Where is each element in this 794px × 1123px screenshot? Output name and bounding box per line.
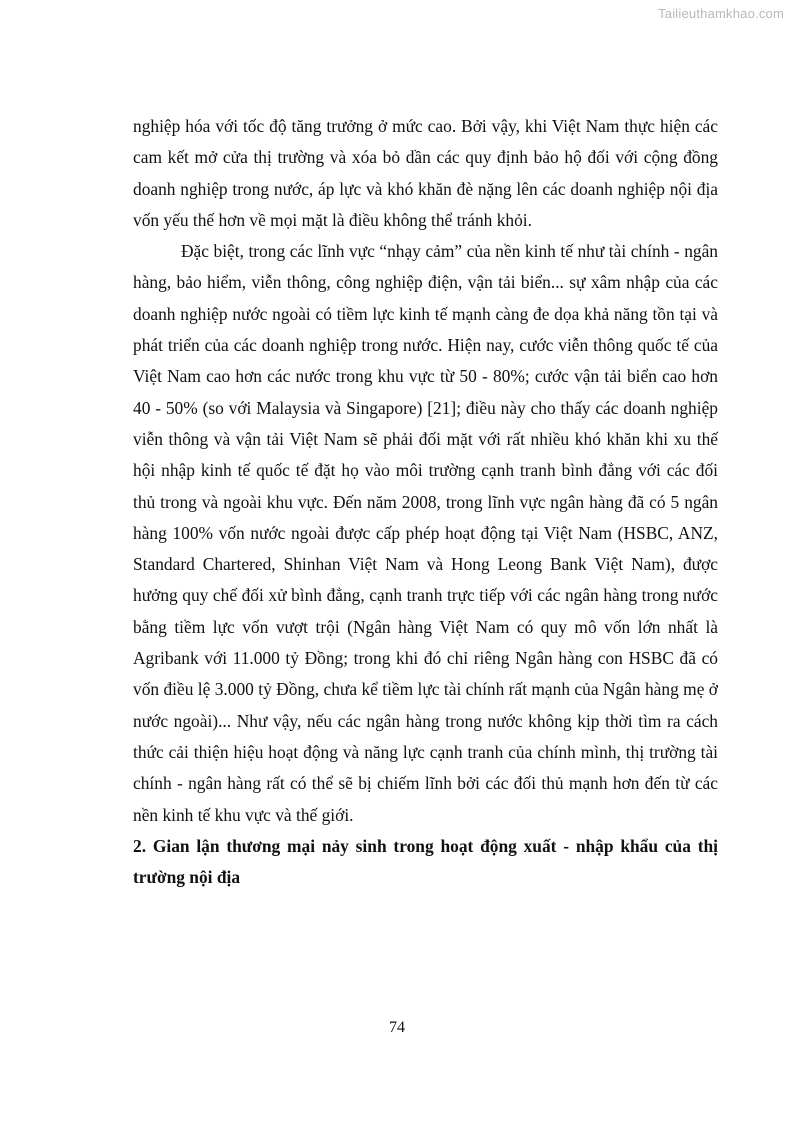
page-number: 74 [389, 1019, 405, 1036]
paragraph-continuation: nghiệp hóa với tốc độ tăng trưởng ở mức cao. Bởi vậy, khi Việt Nam thực hiện các cam kết mở cửa thị trường và xóa bỏ dần các quy định bảo hộ đối với cộng đồng doanh nghiệp trong nước, áp lực và khó khăn đè nặng lên các doanh nghiệp nội địa vốn yếu thế hơn về mọi mặt là điều không thể tránh khỏi. [133, 116, 718, 230]
paragraph-sensitive-sectors: Đặc biệt, trong các lĩnh vực “nhạy cảm” của nền kinh tế như tài chính - ngân hàng, bảo hiểm, viễn thông, công nghiệp điện, vận tải biển... sự xâm nhập của các doanh nghiệp nước ngoài có tiềm lực kinh tế mạnh càng đe dọa khả năng tồn tại và phát triển của các doanh nghiệp trong nước. Hiện nay, cước viễn thông quốc tế của Việt Nam cao hơn các nước trong khu vực từ 50 - 80%; cước vận tải biển cao hơn 40 - 50% (so với Malaysia và Singapore) [21]; điều này cho thấy các doanh nghiệp viễn thông và vận tải Việt Nam sẽ phải đối mặt với rất nhiều khó khăn khi xu thế hội nhập kinh tế quốc tế đặt họ vào môi trường cạnh tranh bình đẳng với các đối thủ trong và ngoài khu vực. Đến năm 2008, trong lĩnh vực ngân hàng đã có 5 ngân hàng 100% vốn nước ngoài được cấp phép hoạt động tại Việt Nam (HSBC, ANZ, Standard Chartered, Shinhan Việt Nam và Hong Leong Bank Việt Nam), được hưởng quy chế đối xử bình đẳng, cạnh tranh trực tiếp với các ngân hàng trong nước bằng tiềm lực vốn vượt trội (Ngân hàng Việt Nam có quy mô vốn lớn nhất là Agribank với 11.000 tỷ Đồng; trong khi đó chỉ riêng Ngân hàng con HSBC đã có vốn điều lệ 3.000 tỷ Đồng, chưa kể tiềm lực tài chính rất mạnh của Ngân hàng mẹ ở nước ngoài)... Như vậy, nếu các ngân hàng trong nước không kịp thời tìm ra cách thức cải thiện hiệu hoạt động và năng lực cạnh tranh của chính mình, thị trường tài chính - ngân hàng rất có thể sẽ bị chiếm lĩnh bởi các đối thủ mạnh hơn đến từ các nền kinh tế khu vực và thế giới. [133, 241, 718, 825]
watermark-text: Tailieuthamkhao.com [658, 6, 784, 21]
section-heading: 2. Gian lận thương mại nảy sinh trong hoạt động xuất - nhập khẩu của thị trường nội địa [133, 835, 718, 888]
document-body [133, 111, 718, 893]
